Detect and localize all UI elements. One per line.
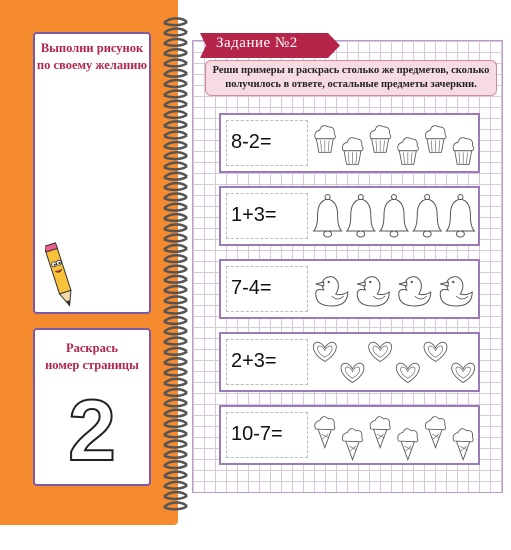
spiral-coil [164,101,187,108]
duck-icon[interactable] [357,277,389,306]
ice-cream-icon[interactable] [342,429,362,460]
heart-icon[interactable] [396,363,419,382]
spiral-coil [164,379,187,386]
task-instructions: Реши примеры и раскрась столько же предметов, сколько получилось в ответе, остальные предметы зачеркни. [205,60,497,96]
heart-icon[interactable] [452,363,475,382]
spiral-coil [164,121,187,128]
math-expression: 8-2= [231,131,272,153]
cupcake-icon[interactable] [315,126,336,153]
spiral-coil [164,255,187,262]
answer-box[interactable] [226,193,308,239]
math-expression: 10-7= [231,423,283,445]
bell-icon[interactable] [347,195,375,238]
exercise-row [219,259,480,319]
ice-cream-icon[interactable] [425,417,445,448]
spiral-coil [164,472,187,479]
bell-icon-group[interactable] [311,190,477,244]
spiral-coil [164,358,187,365]
spiral-coil [164,49,187,56]
spiral-coil [164,193,187,200]
spiral-coil [164,369,187,376]
math-expression: 7-4= [231,277,272,299]
spiral-coil [164,430,187,437]
math-expression: 1+3= [231,204,277,226]
spiral-coil [164,70,187,77]
ice-cream-icon[interactable] [370,417,390,448]
spiral-coil [164,307,187,314]
spiral-coil [164,132,187,139]
spiral-coil [164,204,187,211]
spiral-coil [164,296,187,303]
spiral-coil [164,60,187,67]
spiral-coil [164,492,187,499]
cupcake-icon[interactable] [425,126,446,153]
cupcake-icon[interactable] [398,138,419,165]
spiral-coil [164,29,187,36]
ice-cream-icon[interactable] [453,429,473,460]
spiral-coil [164,502,187,509]
spiral-coil [164,338,187,345]
answer-box[interactable] [226,266,308,312]
spiral-coil [164,461,187,468]
exercise-row [219,186,480,246]
spiral-coil [164,90,187,97]
drawing-card-title: Выполни рисунок по своему желанию [36,41,148,72]
page-number-outline[interactable]: 2 [68,383,116,479]
cupcake-icon[interactable] [342,138,363,165]
heart-icon[interactable] [369,342,392,361]
spiral-coil [164,152,187,159]
heart-icon[interactable] [424,342,447,361]
duck-icon[interactable] [440,277,472,306]
spiral-coil [164,399,187,406]
math-expression: 2+3= [231,350,277,372]
spiral-coil [164,482,187,489]
duck-icon[interactable] [399,277,431,306]
ice-cream-icon[interactable] [398,429,418,460]
spiral-coil [164,245,187,252]
bell-icon[interactable] [446,195,474,238]
spiral-coil [164,389,187,396]
pencil-mascot-icon [45,239,75,314]
spiral-coil [164,173,187,180]
answer-box[interactable] [226,339,308,385]
drawing-card[interactable] [33,32,151,314]
duck-icon-group[interactable] [311,263,477,317]
cupcake-icon-group[interactable] [311,117,477,171]
bell-icon[interactable] [314,195,342,238]
cupcake-icon[interactable] [453,138,474,165]
workbook-cover [0,0,178,525]
cupcake-icon[interactable] [370,126,391,153]
spiral-coil [164,451,187,458]
heart-icon[interactable] [313,342,336,361]
spiral-coil [164,235,187,242]
spiral-coil [164,441,187,448]
spiral-coil [164,183,187,190]
spiral-coil [164,276,187,283]
spiral-coil [164,80,187,87]
spiral-coil [164,18,187,25]
spiral-coil [164,163,187,170]
exercise-row [219,113,480,173]
exercise-row [219,332,480,392]
spiral-coil [164,348,187,355]
spiral-binding [160,16,190,516]
spiral-coil [164,214,187,221]
ice-cream-icon-group[interactable] [311,409,477,463]
spiral-coil [164,420,187,427]
page-number-card-title: Раскрась номер страницы [45,341,139,372]
answer-box[interactable] [226,412,308,458]
bell-icon[interactable] [380,195,408,238]
spiral-coil [164,39,187,46]
heart-icon[interactable] [341,363,364,382]
spiral-coil [164,142,187,149]
spiral-coil [164,266,187,273]
spiral-coil [164,410,187,417]
bell-icon[interactable] [413,195,441,238]
ice-cream-icon[interactable] [315,417,335,448]
answer-box[interactable] [226,120,308,166]
spiral-coil [164,317,187,324]
task-banner-label: Задание №2 [216,35,298,51]
spiral-coil [164,224,187,231]
page-number-card[interactable] [33,328,151,486]
heart-icon-group[interactable] [311,336,477,390]
spiral-coil [164,327,187,334]
exercise-row [219,405,480,465]
spiral-coil [164,286,187,293]
spiral-coil [164,111,187,118]
duck-icon[interactable] [316,277,348,306]
